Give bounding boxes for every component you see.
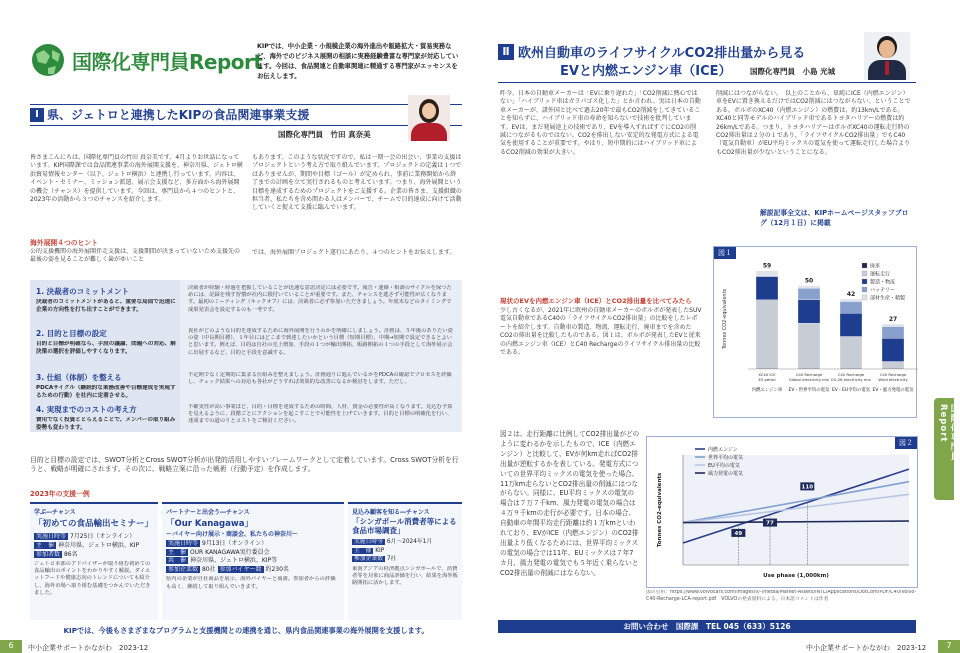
crossing-label: 49: [734, 530, 743, 537]
card-title: 「初めての食品輸出セミナー」: [34, 519, 154, 529]
section-heading: EVと内燃エンジン車（ICE）: [560, 64, 732, 79]
globe-logo-icon: [28, 42, 68, 78]
tick-label: C40 Recharge: [795, 372, 823, 377]
legend-label: 世界平均の電気: [708, 455, 744, 461]
body-paragraph: 少し古くなるが、2021年に欧州の自動車メーカーのボルボが発表したSUV電気自動車であるC40の「ライフサイクルCO2排出量」の比較をしたレポートを紹介します。自動車の製造、物流、運転走行、廃車までを含めたCO2の排出量を比較したものである。図１は、ボルボが発表したEVと従来の内燃エンジン車（ICE）とC40 Rechargeのライフサイクル排出量の比較である。: [500, 307, 702, 357]
legend-swatch: [862, 263, 867, 268]
author-name: 国際化専門員 竹田 真奈美: [278, 130, 371, 139]
breakeven-line-chart: [647, 437, 919, 589]
card-note: 東南アジアの経済拠点シンガポールで、消費者等を対象に商品評価を行い、結果を海外販路開拓に活かします。: [352, 565, 458, 587]
card-tag: 学ぶ―チャンス: [34, 509, 76, 516]
hint-2: [36, 328, 176, 356]
tick-label-ja: 内燃エンジン車: [751, 388, 783, 393]
crossing-label: 77: [766, 520, 774, 527]
legend-label: 運転走行: [870, 271, 891, 278]
bar-segment: [756, 271, 778, 277]
card-label: 共 催: [168, 557, 187, 565]
bar-total-label: 59: [762, 262, 772, 270]
divider: [498, 82, 916, 83]
body-paragraph: 図２は、走行距離に比例してCO2排出量がどのように変わるかを示したもので、ICE（内燃エンジン）と比較して、EVが何km走ればCO2排出量が逆転するかを表している。発電方式についての世界平均ミックスの電気を使った場合、11万km走らないとCO2排出量の削減にはつながらない。同様に、EU平均ミックスの電気の場合は７万７千km、風力発電の電気の場合は４万９千kmの走行が必要です。日本の場合、自動車の年間平均走行距離は約１万kmといわれており、EVがICE（内燃エンジン）のCO2排出量より低くなるためには、世界平均ミックスの電気の場合では11年、EUミックスは７年7カ月、風力発電の電気でも５年近く乗らないとCO2排出量の削減にはならない。: [500, 430, 640, 577]
hint-detail: 不確実性が高い事業ほど、目的・目標を達成するための時間、人材、資金の必要性が高くなります。見込む予算を見えるように、段階ごとにアクションを起こすことで可能性を上げていきます。目的と目標の明確化を行い、達成までの道のりとコストをご検討ください。: [188, 404, 453, 425]
hint-summary: 目的と目標が明確なら、手段の議論、問題への対応、解決策の選択を評価しやすくなります。: [36, 341, 176, 355]
bar-segment: [882, 327, 904, 339]
hint-3: [36, 372, 176, 400]
hint-4: [36, 404, 176, 432]
card-value: 9月13日（オンライン）: [201, 540, 268, 547]
hints-box: [30, 280, 462, 432]
card-label: 実施日時等: [168, 540, 199, 547]
card-value: 7月25日（オンライン）: [69, 533, 136, 540]
card-value: 7社: [386, 556, 397, 563]
author-photo: [408, 95, 450, 141]
intro-text: KIPでは、中小企業・小規模企業の海外進出や販路拡大・貿易実務など、海外でのビジネス展開の相談に実務経験豊富な専門家が対応しています。今回は、食品関連と自動車関連に精通する専門家がエッセンスをお伝えします。: [257, 43, 459, 80]
hint-summary: 費用でなく投資ととらえることで、メンバーの取り組み姿勢も変わります。: [36, 417, 176, 431]
section-heading: 県、ジェトロと連携したKIPの食品関連事業支援: [47, 108, 310, 122]
bar-segment: [840, 302, 862, 314]
hint-title: 4. 実現までのコストの考え方: [36, 405, 137, 414]
body-paragraph: もあります。このような状況ですので、私は一期一会の出会い、事業の支援はプロジェクトという考え方で取り組んでいます。プロジェクトの定義は１つではありませんが、期間や目標（ゴール）が定められ、事前に業務開始から終了までの計画を立て実行されるものと考えています。つまり、海外展開という目標を達成するためのプロジェクトをご支援する。企業の皆さま、支援組織の担当者、私たちを含め関わる人はメンバーで、チームで目的達成に向けて活動していくと捉えて支援に臨んでいます。: [252, 154, 462, 212]
bar-segment: [840, 313, 862, 336]
report-title: 国際化専門員Report: [72, 50, 263, 74]
legend-swatch: [862, 295, 867, 300]
card-value: 神奈川県、ジェトロ横浜、KIP等: [189, 557, 278, 565]
subheading: 現状のEVを内燃エンジン車（ICE）とCO2排出量を比べてみたら: [500, 297, 692, 305]
card-label: 実施日時等: [36, 533, 67, 540]
tick-label-ja: EV・EU平均の電気: [831, 388, 871, 393]
card-value: 80社: [201, 565, 216, 573]
legend-swatch: [862, 287, 867, 292]
card-value: 神奈川県、ジェトロ横浜、KIP: [57, 542, 140, 549]
bar-segment: [798, 300, 820, 323]
bar-segment: [882, 338, 904, 361]
legend-label: 部材生産・精製: [870, 295, 906, 302]
card-value: 86名: [63, 551, 78, 558]
author-photo: [864, 32, 910, 80]
card-value: OUR KANAGAWA実行委員会: [189, 548, 270, 556]
hint-detail: 不定期でなく定期的に集まる仕組みを整えましょう。計画通りに進んでいるかをPDCAの確認でプロセスを評価し、チェック結果への対応も各社がどうすれば効果的な改善になるか検討をします。ただし、: [188, 372, 452, 386]
card-title: 「Our Kanagawa」: [166, 519, 253, 529]
blog-note: 解説記事全文は、KIPホームページスタッフブログ（12月１日）に掲載: [760, 209, 909, 227]
hints-heading: 海外展開４つのヒント: [30, 239, 98, 247]
tick-label: C40 Recharge: [879, 372, 907, 377]
card-label: 実施日時等: [354, 539, 383, 545]
body-paragraph: 昨今、日本の自動車メーカーは「EVに乗り遅れた」「CO2削減に熱心ではない」「ハイブリッド車はガラパゴス化した」とか言われ、実は日本の自動車メーカーが、諸外国と比べて過去20年で最もCO2削減をしてきていることを知らずに、ハイブリッド車の寿命を知らないで技術を批判しています。EVは、まだ発展途上の技術であり、EVを導入すればすぐにCO2の削減につながるものではない。CO2を排出しない安定的な発電方式による電気を使用することが重要です。やはり、短中期的にはハイブリッド車によるCO2削減の効果が大きい。: [500, 90, 701, 156]
page-number: 7: [946, 641, 952, 650]
side-tab-label: 国際化専門員Report: [938, 404, 959, 461]
y-axis-label: Tonnes CO2-equivalents: [722, 288, 728, 350]
legend-label: 製造・物流: [870, 279, 896, 286]
tick-label-ja: EV・風力発電の電気: [872, 388, 914, 393]
contact-bar: お問い合わせ 国際課 TEL 045（633）5126: [498, 620, 916, 633]
body-paragraph: 削減にはつながらない。 以上のことから、単純にICE（内燃エンジン）車をEVに置き換えるだけではCO2削減にはつながらない、ということである。ボルボのXC40（内燃エンジン）の燃費は、約13km/Lである。XC40と同等モデルのハイブリッド車であるトヨタハリアーの燃費は約26km/Lである。つまり、トヨタハリアーはボルボXC40の運転走行時のCO2排出量は２分の１であり、「ライフサイクルCO2排出量」でもC40（電気自動車）がEU平均ミックスの電気を使って運転走行した場合よりもCO2排出量が少ないということになる。: [716, 90, 911, 156]
bar-segment: [840, 337, 862, 369]
tick-label-ja: EV・世界平均の電気: [788, 388, 830, 393]
card-title: 「シンガポール消費者等による食品市場調査」: [352, 517, 457, 535]
tick-label: XC40 ICE: [758, 372, 776, 377]
hint-1: [36, 286, 176, 314]
legend-swatch: [862, 279, 867, 284]
hint-detail: 貴社がどのような目的を達成するために海外展開を行うのかを明確にしましょう。計画は、５年後のありたい姿の姿（中長期目標）、１年目にはどこまで到達したいかという目標（短期目標）、中期→短期で設定できるとよいと思います。例えば、目的は自社の売上増加、手段の１つが輸出開拓、販路開拓の１つの手段として海外展示会に出展するなど、目的と手段を意識する。: [188, 328, 453, 356]
page-number: 6: [8, 641, 14, 650]
body-paragraph: 皆さまこんにちは。国際化専門員の竹田 真奈美です。4月よりお世話になっています。KIP国際課では食品関連事業の海外展開支援を、神奈川県、ジェトロ横浜貿易情報センター（以下、ジェトロ横浜）と連携し行っています。内容は、イベント・セミナー、ミッション派遣、展示会支援など、多方面から海外展開の機会（チャンス）を提供しています。今回は、専門員から４つのヒントと、2023年の活動から３つのチャンスを紹介します。: [30, 154, 243, 204]
support-card: [348, 502, 462, 620]
tick-label: Global electricity mix: [788, 377, 830, 382]
legend-label: 風力発電の電気: [708, 471, 744, 477]
legend-label: 廃車: [870, 263, 881, 270]
bar-segment: [840, 299, 862, 302]
closing-text: KIPでは、今後もさまざまなプログラムと支援機関との連携を通じ、県内食品関連事業の海外展開を支援します。: [63, 626, 429, 635]
x-axis-label: Use phase (1,000km): [763, 573, 829, 579]
support-card: [30, 502, 158, 620]
author-name: 国際化専門員 小島 光城: [750, 67, 836, 76]
bar-total-label: 50: [804, 277, 814, 285]
card-label: 参加バイヤー数: [219, 565, 262, 573]
section-heading: 欧州自動車のライフサイクルCO2排出量から見る: [518, 46, 806, 61]
hint-detail: 決裁者が経験・経過を把握していることが迅速な意思決定には必要です。報告・連絡・相談のサイクルを保つためには、記録を残す習慣が社内に根付いていることが重要です。また、チャンスを逃さず可能性が広くなります。最初のミーティング（キックオフ）には、決裁者に必ず参加いただきましょう。年度末などのタイミングで成果発表会を設定するのも一考です。: [188, 285, 452, 313]
tick-label: C40 Recharge: [837, 372, 865, 377]
card-value: 約230名: [265, 565, 289, 573]
figure-1: [713, 246, 917, 418]
hint-title: 2. 目的と目標の設定: [36, 329, 107, 338]
card-label: 参加者数: [36, 551, 61, 558]
legend-label: EU平均の電気: [708, 463, 740, 469]
hint-summary: PDCAサイクル（継続的な業務改善や目標達成を実現するための行動）を社内に定着させる。: [36, 385, 176, 399]
bar-segment: [882, 324, 904, 327]
card-value: KIP: [375, 547, 385, 554]
side-tab: [934, 398, 959, 500]
tick-label: Wind electricity: [878, 377, 908, 382]
crossing-label: 110: [801, 484, 814, 491]
support-card: [162, 502, 344, 620]
divider: [30, 125, 462, 126]
bar-segment: [798, 323, 820, 368]
bar-segment: [798, 286, 820, 289]
tick-label: E5 petrol: [758, 377, 776, 382]
hint-title: 3. 仕組（体制）を整える: [36, 373, 122, 382]
bar-total-label: 27: [888, 316, 898, 323]
bar-segment: [882, 362, 904, 369]
hint-summary: 決裁者のコミットメントがあると、重要な局面で迅速に企業の方向性を打ち出すことができます。: [36, 299, 176, 313]
legend-label: 内燃エンジン: [708, 447, 738, 453]
support-heading: 2023年の支援一例: [30, 490, 90, 498]
figure-label: 図１: [714, 247, 736, 259]
bar-total-label: 42: [846, 291, 856, 298]
card-label: 参加企業数: [354, 556, 383, 563]
lifecycle-bar-chart: [714, 247, 918, 419]
card-label: 参加企業数: [168, 565, 199, 573]
card-note: 県内の企業が自社商品を展示、海外バイヤーと商談。参加者からの評価も高く、継続して取り組んでいきます。: [166, 576, 336, 590]
divider: [30, 104, 462, 105]
section-number: Ⅰ: [30, 108, 44, 122]
footer-text: 中小企業サポートかながわ 2023-12: [806, 644, 927, 652]
body-paragraph: 公的支援機関の海外展開伴走支援は、支援期間が決まっていないため支援先の最後の姿を見ることが難しく歯がゆいこと: [30, 248, 241, 264]
y-axis-label: Tonnes CO2-equivalents: [657, 472, 663, 548]
card-label: 主 催: [354, 547, 372, 554]
card-subtitle: ～バイヤー向け展示・商談会、私たちの神奈川～: [166, 531, 299, 538]
hint-title: 1. 決裁者のコミットメント: [36, 287, 129, 296]
card-label: 主 催: [36, 542, 55, 549]
section-number: Ⅱ: [498, 44, 514, 60]
tick-label: EU-28 electricity mix: [831, 377, 871, 382]
card-tag: 見込み顧客を知る―チャンス: [352, 509, 430, 516]
legend-swatch: [862, 271, 867, 276]
body-paragraph: では、海外展開プロジェクト遂行にあたり、４つのヒントをお伝えします。: [252, 249, 456, 256]
bar-segment: [756, 300, 778, 368]
figure-2: [646, 436, 918, 588]
figure-source: 図の引用：https://www.volvocars.com/images/v/-/media/Market-Assets/INTL/Applications/DotCom/PDF/C40/Volvo-C40-Recharge-LCA-report.pdf VOLVOの発表資料による。日本語コメントは作者: [646, 590, 917, 602]
bar-segment: [798, 288, 820, 300]
card-label: 主 催: [168, 548, 187, 556]
bar-segment: [756, 277, 778, 300]
card-tag: パートナーと出会う―チャンス: [166, 509, 250, 516]
body-paragraph: 目的と目標の設定では、SWOT分析とCross SWOT分析が出発的活用しやすいフレームワークとして定着しています。Cross SWOT分析を行うと、戦略が明確にされます。その次に、戦略立案に沿った戦術（行動予定）を作成します。: [30, 456, 459, 473]
figure-label: 図２: [895, 437, 917, 449]
card-value: 6月～2024年1月: [386, 539, 433, 545]
legend-label: バッテリー: [870, 287, 896, 294]
card-note: ジェトロ本部のアドバイザーが取り組む初めての食品輸出のポイントをわかりやすく解説。ダイエットフードや健康志向のトレンドについても紹介し、海外市場へ取り組む基礎をつかんでいただきました。: [34, 561, 151, 596]
footer-text: 中小企業サポートかながわ 2023-12: [28, 644, 149, 652]
